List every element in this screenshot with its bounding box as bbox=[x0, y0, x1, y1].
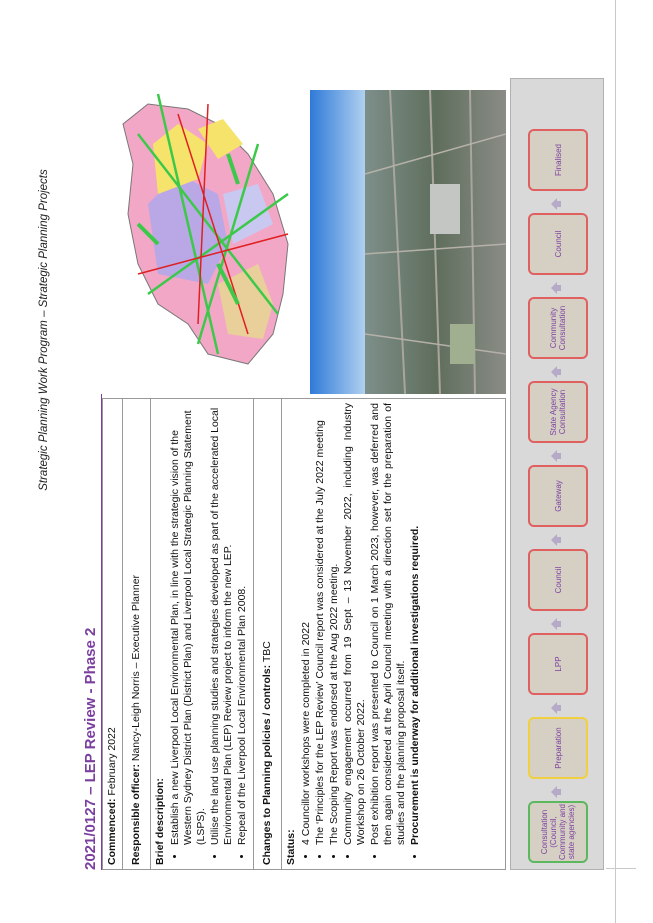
up-arrow-icon bbox=[548, 702, 560, 714]
process-step: Preparation bbox=[528, 717, 588, 779]
changes-row bbox=[254, 399, 282, 869]
project-details-table bbox=[102, 398, 506, 870]
process-step: Consultation (Council, Community and state agencies) bbox=[528, 801, 588, 863]
process-step: Council bbox=[528, 213, 588, 275]
brief-label: Brief description: bbox=[154, 778, 166, 865]
up-arrow-icon bbox=[548, 198, 560, 210]
status-item: • Community engagement occurred from 19 Sept – 13 November 2022, including Industry Workshop on 26 October 2022. bbox=[342, 403, 368, 845]
aerial-photo-image bbox=[310, 90, 506, 394]
changes-value: TBC bbox=[261, 641, 273, 663]
officer-label: Responsible officer: bbox=[130, 764, 142, 865]
status-label: Status: bbox=[285, 829, 297, 865]
up-arrow-icon bbox=[548, 282, 560, 294]
process-step: Council bbox=[528, 549, 588, 611]
project-sheet bbox=[80, 90, 620, 870]
zoning-map-image bbox=[98, 90, 306, 394]
status-item: • Post exhibition report was presented to Council on 1 March 2023, however, was deferred and then again considered at the April Council meeting with a direction set for the preparation of studies and the planning proposal itself. bbox=[369, 403, 408, 845]
running-header: Strategic Planning Work Program – Strategic Planning Projects bbox=[38, 169, 50, 491]
process-step: LPP bbox=[528, 633, 588, 695]
brief-item: • Utilise the land use planning studies and strategies developed as part of the accelerated Local Environmental Plan (LEP) Review project to inform the new LEP. bbox=[209, 403, 235, 845]
changes-label: Changes to Planning policies / controls: bbox=[261, 664, 273, 865]
status-item-final: • Procurement is underway for additional investigations required. bbox=[409, 403, 422, 845]
up-arrow-icon bbox=[548, 618, 560, 630]
process-timeline bbox=[510, 78, 604, 870]
process-step: Gateway bbox=[528, 465, 588, 527]
up-arrow-icon bbox=[548, 534, 560, 546]
up-arrow-icon bbox=[548, 366, 560, 378]
commenced-value: February 2022 bbox=[106, 727, 118, 796]
brief-item: • Establish a new Liverpool Local Environmental Plan, in line with the strategic vision of the Western Sydney District Plan (District Plan) and Liverpool Local Strategic Planning Statement (LSPS). bbox=[169, 403, 208, 845]
project-title: 2021/0127 – LEP Review - Phase 2 bbox=[82, 90, 102, 870]
up-arrow-icon bbox=[548, 450, 560, 462]
status-item: • The ‘Principles for the LEP Review’ Council report was considered at the July 2022 meeting bbox=[314, 403, 327, 845]
process-step: State Agency Consultation bbox=[528, 381, 588, 443]
status-item: • 4 Councillor workshops were completed in 2022 bbox=[300, 403, 313, 845]
officer-value: Nancy-Leigh Norris – Executive Planner bbox=[130, 574, 142, 762]
up-arrow-icon bbox=[548, 786, 560, 798]
process-step: Finalised bbox=[528, 129, 588, 191]
process-step: Community Consultation bbox=[528, 297, 588, 359]
commenced-label: Commenced: bbox=[106, 798, 118, 865]
brief-item: • Repeal of the Liverpool Local Environmental Plan 2008. bbox=[236, 403, 249, 845]
commenced-row bbox=[103, 399, 123, 869]
brief-description bbox=[151, 399, 254, 869]
officer-row bbox=[123, 399, 151, 869]
status-item: • The Scoping Report was endorsed at the Aug 2022 meeting. bbox=[328, 403, 341, 845]
status-section bbox=[282, 399, 426, 869]
